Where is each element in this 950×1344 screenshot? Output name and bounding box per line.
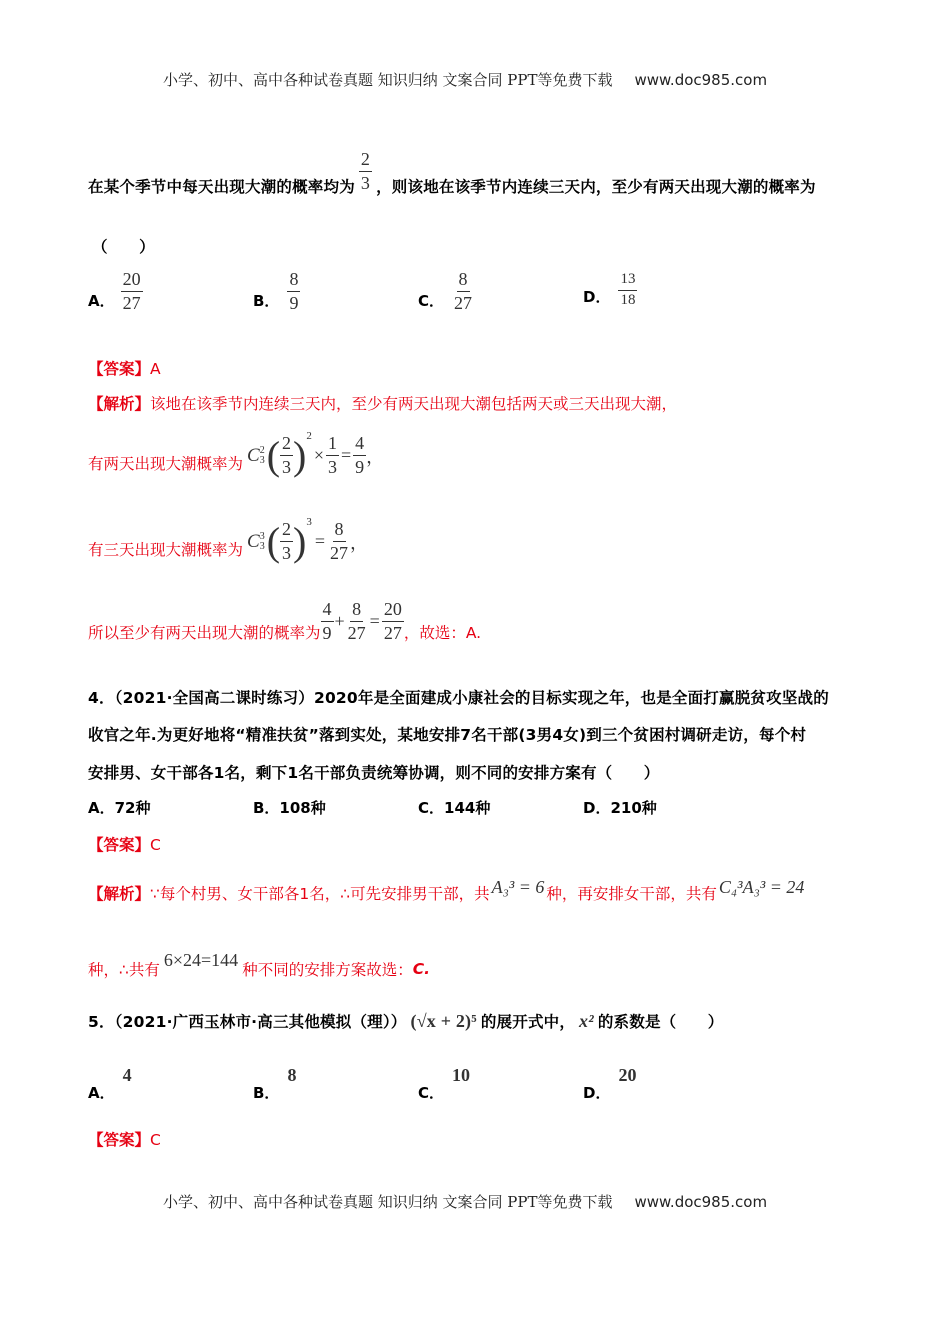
q3-analysis-line2: 有两天出现大潮概率为 C 2 3 ( $\frac{2}{3}$ ) 2 × $\frac{1}{3}$ = $\frac{4}{9}$ ，: [88, 430, 385, 478]
q5-stem: 5．（2021·广西玉林市·高三其他模拟（理）） (√x + 2)⁵ 的展开式中， x² 的系数是（ ）: [88, 1010, 724, 1031]
q3-stem-after: ，则该地在该季节内连续三天内，至少有两天出现大潮的概率为: [376, 178, 816, 196]
q3-stem: [88, 145, 816, 197]
q5-option-d[interactable]: D． 20: [583, 1065, 637, 1102]
q3-option-b[interactable]: B． $\frac{8}{9}$: [253, 269, 299, 313]
q3-analysis-line4: 所以至少有两天出现大潮的概率为 $\frac{4}{9}$ + $\frac{8}{27}$ = $\frac{20}{27}$ ，故选：A.: [88, 598, 482, 643]
q4-option-a[interactable]: A．72种: [88, 799, 151, 817]
q4-answer: 【答案】C: [88, 836, 161, 854]
q5-answer: 【答案】C: [88, 1131, 161, 1149]
page-header: [163, 69, 767, 90]
q3-stem-before: 在某个季节中每天出现大潮的概率均为: [88, 178, 355, 196]
header-text: 小学、初中、高中各种试卷真题 知识归纳 文案合同 PPT等免费下载: [163, 71, 613, 89]
footer-url[interactable]: www.doc985.com: [634, 1193, 768, 1211]
q5-option-a[interactable]: A． 4: [88, 1065, 132, 1102]
q3-paren: （ ）: [92, 238, 155, 256]
q3-analysis-line3: 有三天出现大潮概率为 C 3 3 ( $\frac{2}{3}$ ) 3 = $\frac{8}{27}$ ，: [88, 516, 369, 564]
page-footer: [163, 1191, 767, 1212]
header-url[interactable]: www.doc985.com: [634, 71, 768, 89]
q4-analysis-line2: 种，∴共有 6×24=144 种不同的安排方案故选： C.: [88, 949, 430, 979]
q5-option-b[interactable]: B． 8: [253, 1065, 297, 1102]
q3-answer: [88, 357, 161, 379]
q4-option-b[interactable]: B．108种: [253, 799, 326, 817]
q5-option-c[interactable]: C． 10: [418, 1065, 471, 1102]
q4-analysis-line1: 【解析】 ∵每个村男、女干部各1名，∴可先安排男干部，共 A₃³ = 6 种，再安排女干部，共有 C₄³A₃³ = 24: [88, 876, 805, 903]
q4-option-d[interactable]: D．210种: [583, 799, 657, 817]
q4-option-c[interactable]: C．144种: [418, 799, 491, 817]
q3-analysis-line1: 【解析】该地在该季节内连续三天内，至少有两天出现大潮包括两天或三天出现大潮，: [88, 395, 678, 413]
q3-option-c[interactable]: C． $\frac{8}{27}$: [418, 269, 473, 313]
q3-stem-fraction: $\frac{2}{3}$: [360, 148, 371, 193]
q4-line2: 收官之年.为更好地将“精准扶贫”落到实处，某地安排7名干部(3男4女)到三个贫困村调研走访，每个村: [88, 726, 807, 744]
footer-text: 小学、初中、高中各种试卷真题 知识归纳 文案合同 PPT等免费下载: [163, 1193, 613, 1211]
answer-tag: 【答案】: [88, 360, 151, 378]
q3-option-a[interactable]: A． $\frac{20}{27}$: [88, 269, 141, 313]
answer-value: A: [150, 360, 161, 378]
q4-line3: 安排男、女干部各1名，剩下1名干部负责统筹协调，则不同的安排方案有（ ）: [88, 764, 660, 782]
q3-option-d[interactable]: D． $\frac{13}{18}$: [583, 271, 636, 308]
q4-line1: 4．（2021·全国高二课时练习）2020年是全面建成小康社会的目标实现之年，也是全面打赢脱贫攻坚战的: [88, 689, 829, 707]
